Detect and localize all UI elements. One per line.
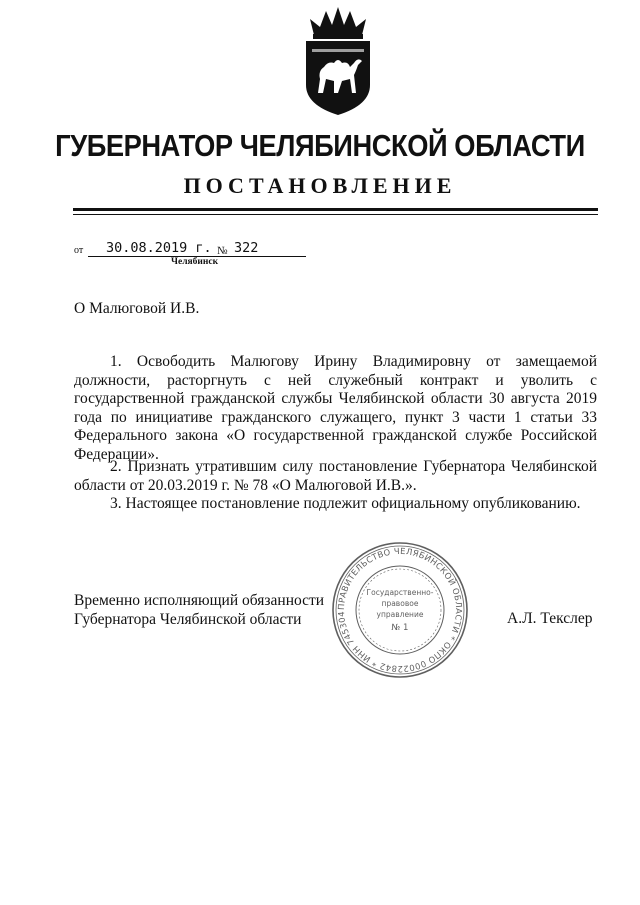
coat-of-arms-icon — [292, 5, 384, 117]
signatory-position-line-2: Губернатора Челябинской области — [74, 610, 302, 628]
number-underline — [230, 256, 306, 257]
header-rule-thin — [73, 214, 598, 215]
stamp-center-line-3: управление — [376, 610, 424, 619]
issue-city: Челябинск — [171, 257, 219, 267]
document-date: 30.08.2019 г. — [106, 240, 212, 256]
signatory-name: А.Л. Текслер — [507, 610, 593, 627]
signatory-position — [74, 592, 324, 629]
body-paragraph-3: 3. Настоящее постановление подлежит официальному опубликованию. — [110, 495, 581, 512]
body-paragraph-2: 2. Признать утратившим силу постановление Губернатора Челябинской области от 20.03.2019 г. № 78 «О Малюговой И.В.». — [74, 458, 597, 494]
document-type-heading: ПОСТАНОВЛЕНИЕ — [183, 173, 457, 198]
body-paragraph-1: 1. Освободить Малюгову Ирину Владимировну от замещаемой должности, расторгнуть с ней служебный контракт и уволить с государственной гражданской службы Челябинской области 30 августа 2019 года по инициативе гражданского служащего, пункт 3 части 1 статьи 33 Федерального закона «О государственной гражданской службе Российской Федерации». — [74, 353, 597, 463]
document-subject: О Малюговой И.В. — [74, 300, 200, 317]
signatory-position-line-1: Временно исполняющий обязанности — [74, 592, 325, 609]
stamp-center-line-1: Государственно- — [366, 588, 434, 597]
document-number: 322 — [234, 240, 259, 256]
stamp-outer-text: ПРАВИТЕЛЬСТВО ЧЕЛЯБИНСКОЙ ОБЛАСТИ * ОКПО 00022842 * ИНН 745304 — [335, 545, 465, 675]
stamp-center-line-4: № 1 — [391, 623, 409, 633]
issuing-authority-title: ГУБЕРНАТОР ЧЕЛЯБИНСКОЙ ОБЛАСТИ — [55, 128, 585, 163]
number-prefix: № — [217, 245, 228, 257]
official-stamp — [330, 540, 470, 680]
header-rule-thick — [73, 208, 598, 211]
stamp-center-line-2: правовое — [381, 599, 419, 608]
date-prefix: от — [74, 245, 84, 256]
